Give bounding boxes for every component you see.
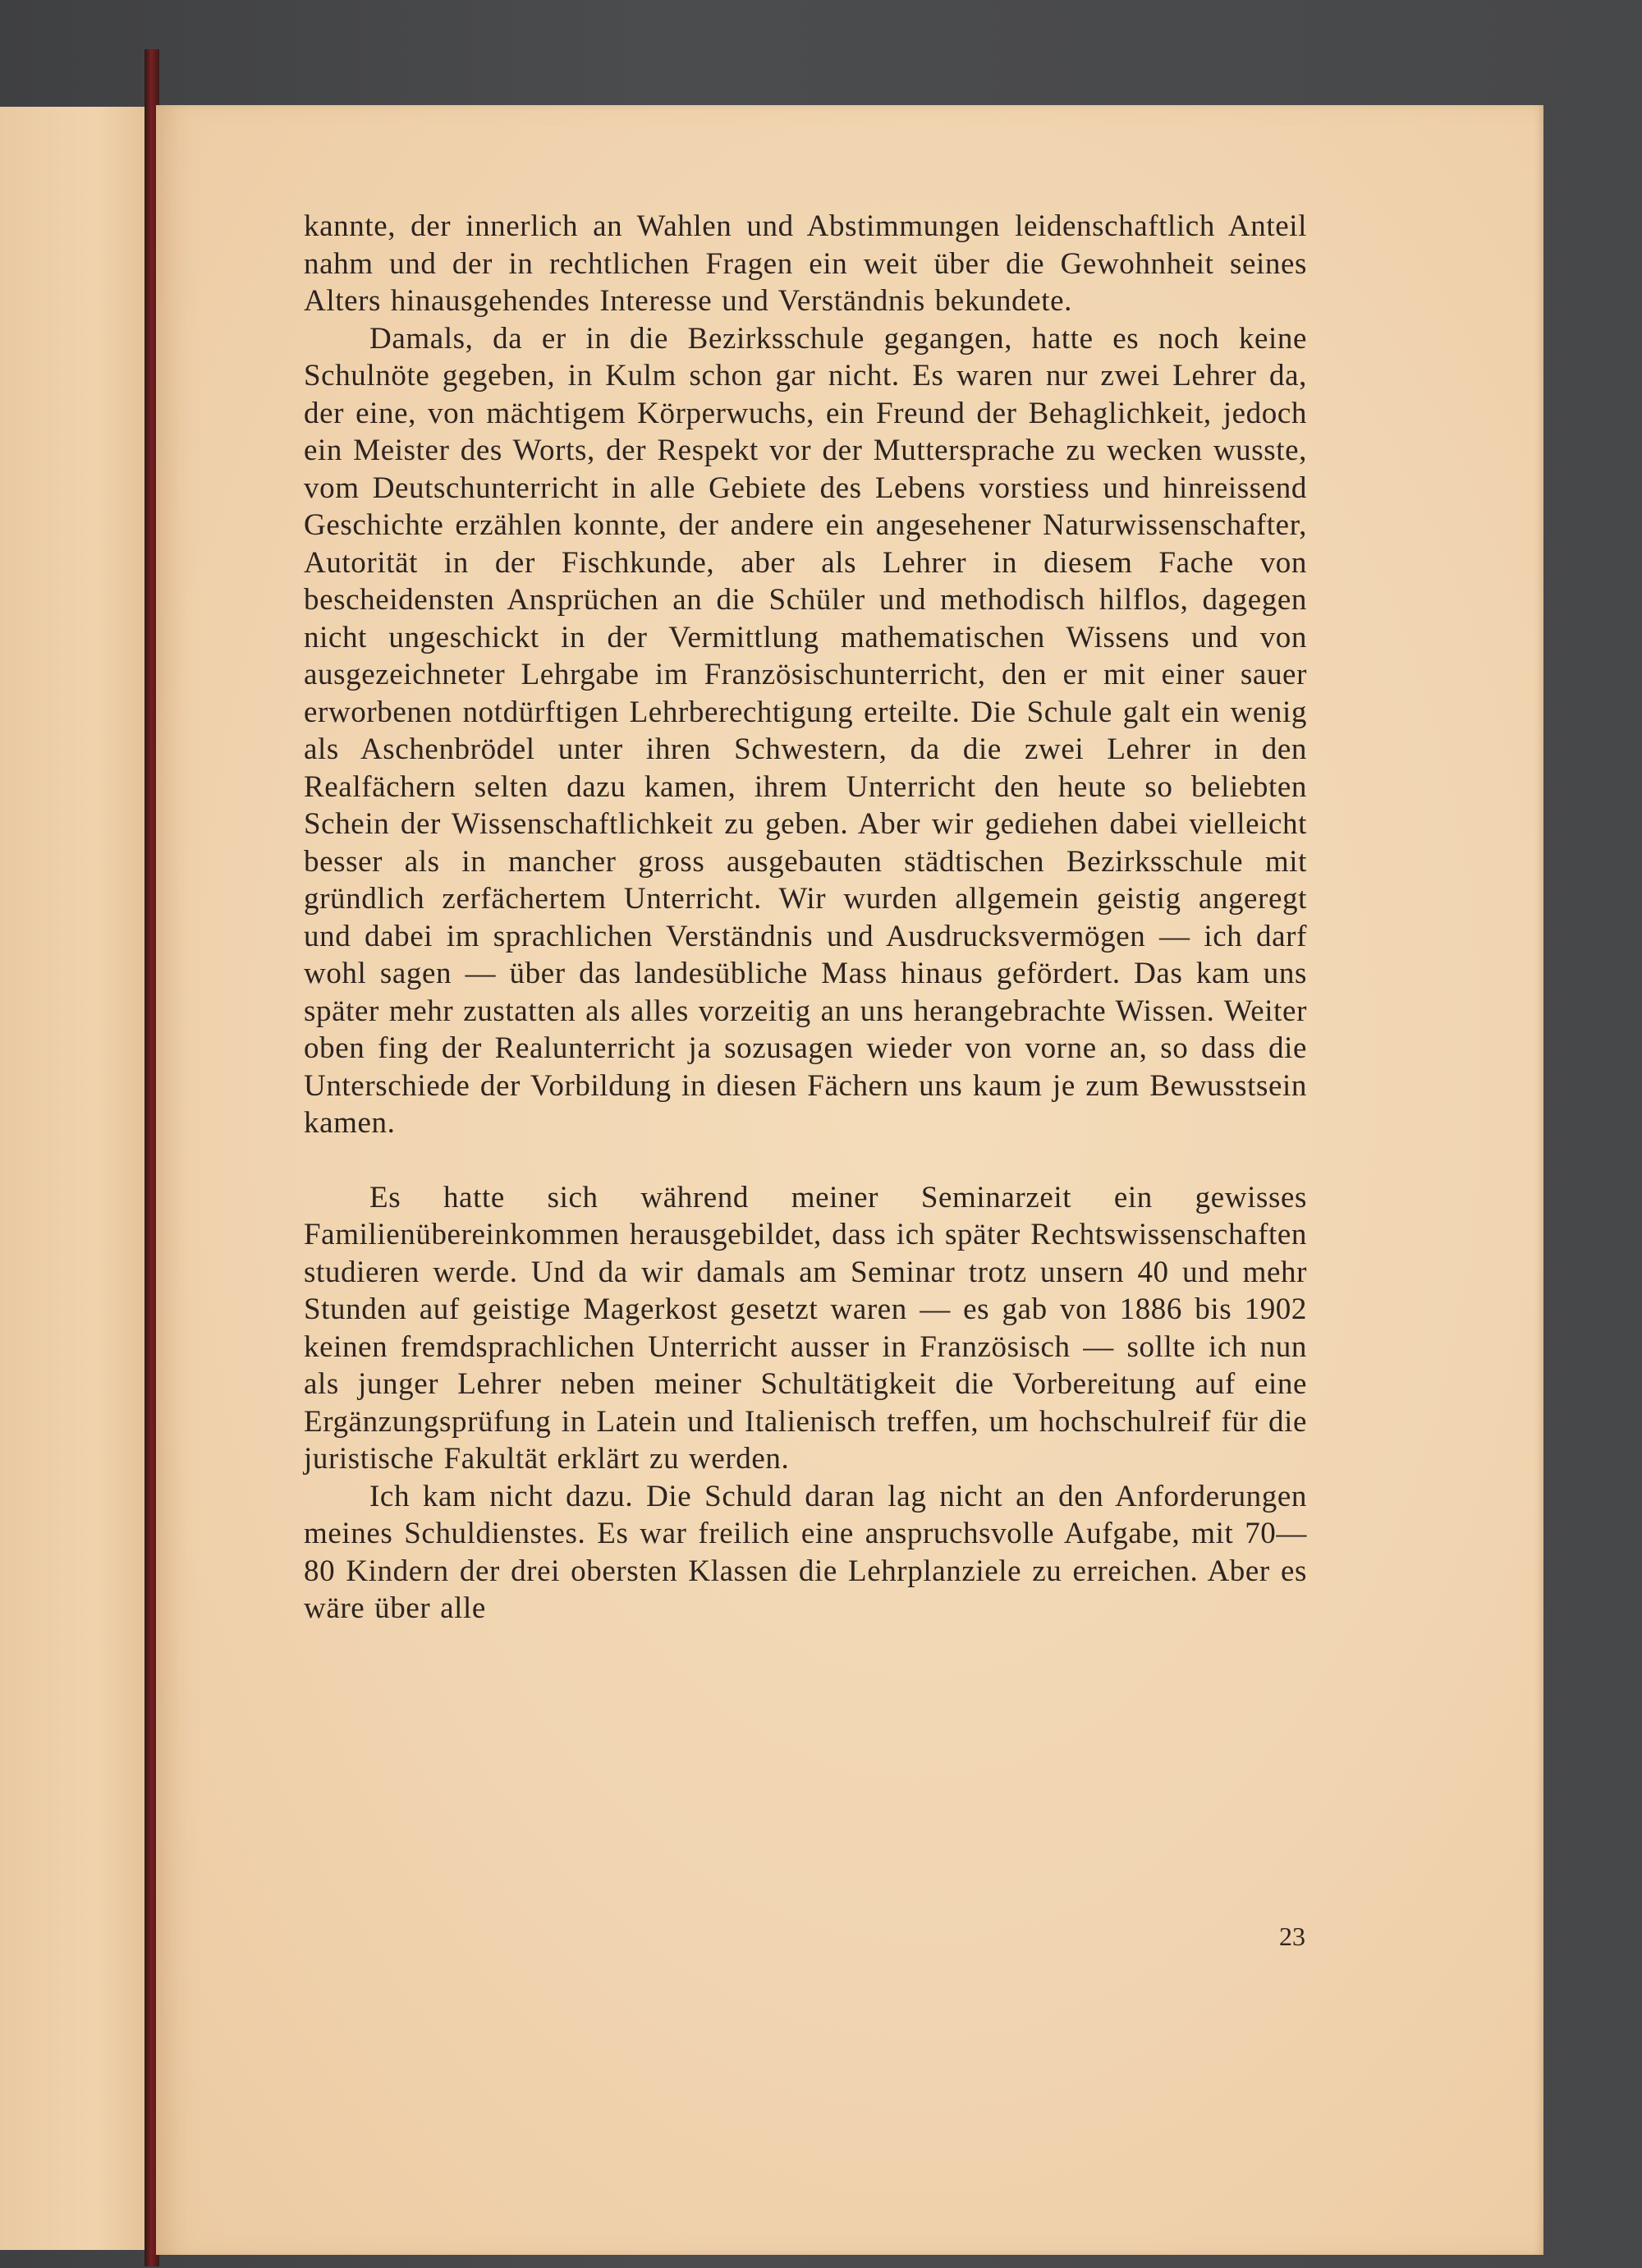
book-page [156,105,1543,2255]
facing-page-edge [0,107,156,2250]
paragraph-1: kannte, der innerlich an Wahlen und Abstimmungen leidenschaftlich Anteil nahm und der in rechtlichen Fragen ein weit über die Gewohnheit seines Alters hinausgehendes Interesse und Verständnis bekundete. [304,209,1307,318]
page-number: 23 [1279,1921,1305,1951]
paragraph-3: Es hatte sich während meiner Seminarzeit ein gewisses Familienübereinkommen herausgebildet, dass ich später Rechtswissenschaften studieren werde. Und da wir damals am Seminar trotz unsern 40 und mehr Stunden auf geistige Magerkost gesetzt waren — es gab von 1886 bis 1902 keinen fremdsprachlichen Unterricht ausser in Französisch — sollte ich nun als junger Lehrer neben meiner Schultätigkeit die Vorbereitung auf eine Ergänzungsprüfung in Latein und Italienisch treffen, um hochschulreif für die juristische Fakultät erklärt zu werden. [304,1180,1307,1476]
paragraph-4: Ich kam nicht dazu. Die Schuld daran lag nicht an den Anforderungen meines Schuldienstes. Es war freilich eine anspruchsvolle Aufgabe, mit 70—80 Kindern der drei obersten Klassen die Lehrplanziele zu erreichen. Aber es wäre über alle [304,1479,1307,1625]
body-text [304,208,1307,1628]
paragraph-2: Damals, da er in die Bezirksschule gegangen, hatte es noch keine Schulnöte gegeben, in Kulm schon gar nicht. Es waren nur zwei Lehrer da, der eine, von mächtigem Körperwuchs, ein Freund der Behaglichkeit, jedoch ein Meister des Worts, der Respekt vor der Muttersprache zu wecken wusste, vom Deutschunterricht in alle Gebiete des Lebens vorstiess und hinreissend Geschichte erzählen konnte, der andere ein angesehener Naturwissenschafter, Autorität in der Fischkunde, aber als Lehrer in diesem Fache von bescheidensten Ansprüchen an die Schüler und methodisch hilflos, dagegen nicht ungeschickt in der Vermittlung mathematischen Wissens und von ausgezeichneter Lehrgabe im Französischunterricht, den er mit einer sauer erworbenen notdürftigen Lehrberechtigung erteilte. Die Schule galt ein wenig als Aschenbrödel unter ihren Schwestern, da die zwei Lehrer in den Realfächern selten dazu kamen, ihrem Unterricht den heute so beliebten Schein der Wissenschaftlichkeit zu geben. Aber wir gediehen dabei vielleicht besser als in mancher gross ausgebauten städtischen Bezirksschule mit gründlich zerfächertem Unterricht. Wir wurden allgemein geistig angeregt und dabei im sprachlichen Verständnis und Ausdrucksvermögen — ich darf wohl sagen — über das landesübliche Mass hinaus gefördert. Das kam uns später mehr zustatten als alles vorzeitig an uns herangebrachte Wissen. Weiter oben fing der Realunterricht ja sozusagen wieder von vorne an, so dass die Unterschiede der Vorbildung in diesen Fächern uns kaum je zum Bewusstsein kamen. [304,321,1307,1140]
